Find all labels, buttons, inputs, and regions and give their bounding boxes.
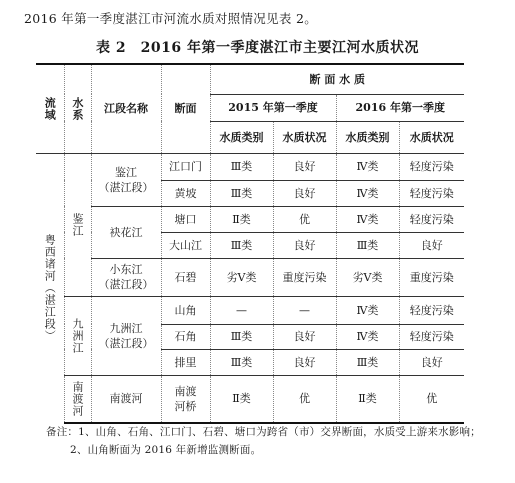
river-system-jian: 鉴江 <box>64 153 91 296</box>
status-2016-cell: 轻度污染 <box>399 206 464 232</box>
class-2016-cell: 劣Ⅴ类 <box>336 258 399 296</box>
section-cell: 石碧 <box>161 258 210 296</box>
table-row <box>36 258 464 296</box>
class-2015-cell: Ⅲ类 <box>210 180 273 206</box>
header-water-quality: 断 面 水 质 <box>210 64 464 94</box>
status-2015-cell: 优 <box>273 375 336 423</box>
status-2015-cell: 良好 <box>273 232 336 258</box>
section-cell: 排里 <box>161 349 210 375</box>
status-2016-cell: 轻度污染 <box>399 153 464 180</box>
status-2015-cell: — <box>273 296 336 324</box>
segment-nandu: 南渡河 <box>91 375 161 423</box>
class-2015-cell: — <box>210 296 273 324</box>
river-system-nandu: 南渡河 <box>64 375 91 423</box>
section-cell: 江口门 <box>161 153 210 180</box>
table-row <box>36 296 464 324</box>
class-2016-cell: Ⅳ类 <box>336 324 399 349</box>
status-2016-cell: 轻度污染 <box>399 324 464 349</box>
status-2015-cell: 良好 <box>273 349 336 375</box>
segment-jian-zhanjiang: 鉴江 （湛江段） <box>91 153 161 206</box>
status-2016-cell: 良好 <box>399 349 464 375</box>
header-status-2015: 水质状况 <box>273 121 336 153</box>
header-2016-q1: 2016 年第一季度 <box>336 94 464 121</box>
note-line-2: 2、山角断面为 2016 年新增监测断面。 <box>70 444 262 456</box>
status-2016-cell: 良好 <box>399 232 464 258</box>
class-2015-cell: Ⅱ类 <box>210 375 273 423</box>
header-segment: 江段名称 <box>91 64 161 153</box>
status-2016-cell: 轻度污染 <box>399 180 464 206</box>
header-status-2016: 水质状况 <box>399 121 464 153</box>
class-2015-cell: Ⅲ类 <box>210 153 273 180</box>
status-2016-cell: 轻度污染 <box>399 296 464 324</box>
class-2015-cell: Ⅲ类 <box>210 349 273 375</box>
class-2016-cell: Ⅳ类 <box>336 206 399 232</box>
class-2016-cell: Ⅲ类 <box>336 349 399 375</box>
status-2016-cell: 优 <box>399 375 464 423</box>
table-row <box>36 375 464 423</box>
section-cell: 大山江 <box>161 232 210 258</box>
status-2015-cell: 良好 <box>273 153 336 180</box>
river-system-jiuzhou: 九洲江 <box>64 296 91 375</box>
table-row <box>36 153 464 180</box>
header-class-2016: 水质类别 <box>336 121 399 153</box>
header-class-2015: 水质类别 <box>210 121 273 153</box>
class-2016-cell: Ⅳ类 <box>336 296 399 324</box>
class-2016-cell: Ⅱ类 <box>336 375 399 423</box>
header-basin: 流域 <box>36 64 64 153</box>
class-2015-cell: Ⅲ类 <box>210 232 273 258</box>
section-cell: 山角 <box>161 296 210 324</box>
segment-fuhuajiang: 袂花江 <box>91 206 161 258</box>
table-title: 表 2 2016 年第一季度湛江市主要江河水质状况 <box>96 40 419 56</box>
intro-text: 2016 年第一季度湛江市河流水质对照情况见表 2。 <box>24 11 318 26</box>
header-section: 断面 <box>161 64 210 153</box>
class-2016-cell: Ⅳ类 <box>336 180 399 206</box>
header-2015-q1: 2015 年第一季度 <box>210 94 336 121</box>
note-line-1: 备注：1、山角、石角、江口门、石碧、塘口为跨省（市）交界断面，水质受上游来水影响； <box>46 426 481 438</box>
segment-xiaodong: 小东江 （湛江段） <box>91 258 161 296</box>
segment-jiuzhou-zhanjiang: 九洲江 （湛江段） <box>91 296 161 375</box>
water-quality-table <box>36 63 464 424</box>
section-cell: 黄坡 <box>161 180 210 206</box>
table-row <box>36 206 464 232</box>
header-river-system: 水系 <box>64 64 91 153</box>
section-cell: 石角 <box>161 324 210 349</box>
class-2015-cell: 劣Ⅴ类 <box>210 258 273 296</box>
section-cell: 南渡 河桥 <box>161 375 210 423</box>
status-2015-cell: 优 <box>273 206 336 232</box>
section-cell: 塘口 <box>161 206 210 232</box>
status-2016-cell: 重度污染 <box>399 258 464 296</box>
status-2015-cell: 重度污染 <box>273 258 336 296</box>
status-2015-cell: 良好 <box>273 324 336 349</box>
class-2016-cell: Ⅲ类 <box>336 232 399 258</box>
class-2016-cell: Ⅳ类 <box>336 153 399 180</box>
basin-cell: 粤西诸河（湛江段） <box>36 153 64 423</box>
class-2015-cell: Ⅱ类 <box>210 206 273 232</box>
status-2015-cell: 良好 <box>273 180 336 206</box>
class-2015-cell: Ⅲ类 <box>210 324 273 349</box>
